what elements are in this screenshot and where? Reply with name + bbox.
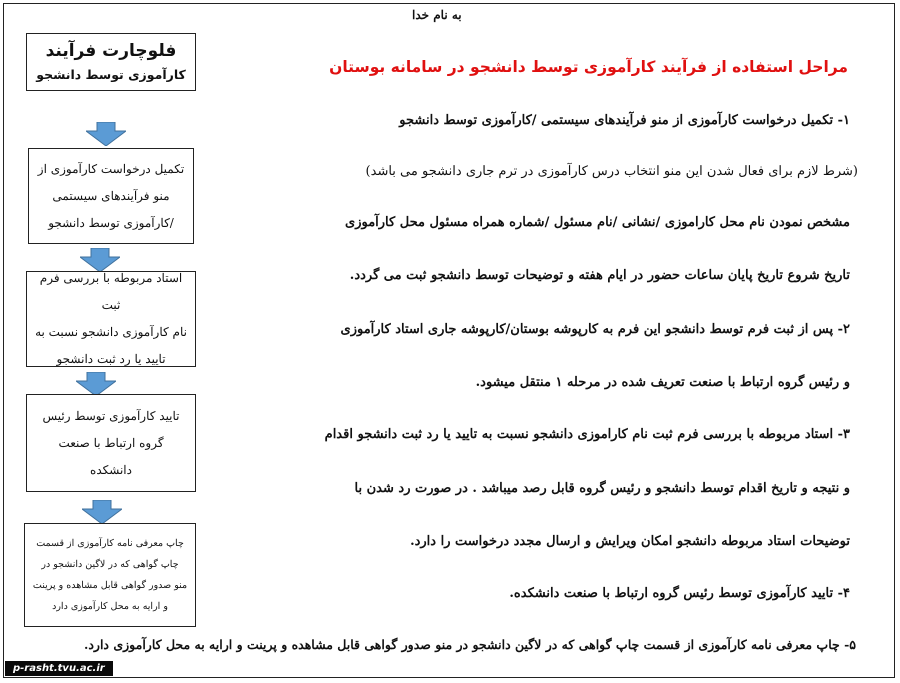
step-4-line-2: چاپ گواهی که در لاگین دانشجو در — [41, 559, 179, 570]
step-4-line-3: منو صدور گواهی قابل مشاهده و پرینت — [32, 580, 188, 591]
step-1-condition: (شرط لازم برای فعال شدن این منو انتخاب درس کارآموزی در ترم جاری دانشجو می باشد) — [365, 164, 858, 179]
flowchart-step-1 — [28, 148, 194, 244]
step-4-line-4: و ارایه به محل کارآموزی دارد — [52, 601, 168, 612]
step-1-line-1: تکمیل درخواست کارآموزی از — [37, 161, 185, 176]
down-arrow-4 — [82, 500, 122, 524]
step-3-line-3: دانشکده — [90, 462, 132, 477]
step-1-line-2: منو فرآیندهای سیستمی — [52, 188, 170, 203]
down-arrow-3 — [76, 372, 116, 396]
step-2-line-2: نام کارآموزی دانشجو نسبت به — [35, 325, 187, 339]
step-2-line-1: استاد مربوطه با بررسی فرم ثبت — [39, 271, 183, 312]
step-1-details-2: تاریخ شروع تاریخ پایان ساعات حضور در ایام هفته و توضیحات توسط دانشجو ثبت می گردد. — [349, 268, 850, 283]
flowchart-step-4 — [24, 523, 196, 627]
main-content — [232, 0, 862, 683]
step-4-text: ۴- تایید کارآموزی توسط رئیس گروه ارتباط با صنعت دانشکده. — [509, 586, 850, 601]
step-1-line-3: /کارآموزی توسط دانشجو — [48, 215, 174, 230]
down-arrow-1 — [86, 122, 126, 146]
page-heading: مراحل استفاده از فرآیند کارآموزی توسط دانشجو در سامانه بوستان — [329, 58, 848, 76]
flowchart-title-box — [26, 33, 196, 91]
basmala: به نام خدا — [412, 8, 462, 22]
site-url-tag: p-rasht.tvu.ac.ir — [5, 661, 113, 676]
step-3-text-cont-1: و نتیجه و تاریخ اقدام توسط دانشجو و رئیس گروه قابل رصد میباشد . در صورت رد شدن با — [354, 481, 850, 496]
step-3-line-2: گروه ارتباط با صنعت — [58, 435, 164, 450]
step-2-text-cont: و رئیس گروه ارتباط با صنعت تعریف شده در مرحله ۱ منتقل میشود. — [475, 375, 850, 390]
step-2-text: ۲- پس از ثبت فرم توسط دانشجو این فرم به کارپوشه بوستان/کارپوشه جاری استاد کارآموزی — [340, 322, 850, 337]
flowchart-title: فلوچارت فرآیند — [45, 41, 177, 61]
step-5-text: ۵- چاپ معرفی نامه کارآموزی از قسمت چاپ گواهی که در لاگین دانشجو در منو صدور گواهی قابل مشاهده و پرینت و ارایه به محل کارآموزی دارد. — [84, 637, 856, 652]
step-4-line-1: چاپ معرفی نامه کارآموزی از قسمت — [36, 538, 184, 549]
step-2-line-3: تایید یا رد ثبت دانشجو — [56, 352, 166, 366]
step-3-text-cont-2: توضیحات استاد مربوطه دانشجو امکان ویرایش و ارسال مجدد درخواست را دارد. — [410, 534, 850, 549]
step-1-text: ۱- تکمیل درخواست کارآموزی از منو فرآیندهای سیستمی /کارآموزی توسط دانشجو — [399, 113, 850, 128]
step-1-details-1: مشخص نمودن نام محل کاراموزی /نشانی /نام مسئول /شماره همراه مسئول محل کارآموزی — [345, 215, 850, 230]
step-3-text: ۳- استاد مربوطه با بررسی فرم ثبت نام کاراموزی دانشجو نسبت به تایید یا رد ثبت دانشجو اقدام — [324, 427, 850, 442]
flowchart — [0, 0, 230, 683]
flowchart-subtitle: کارآموزی توسط دانشجو — [36, 67, 186, 82]
flowchart-step-2 — [26, 271, 196, 367]
flowchart-step-3 — [26, 394, 196, 492]
step-3-line-1: تایید کارآموزی توسط رئیس — [42, 408, 180, 423]
